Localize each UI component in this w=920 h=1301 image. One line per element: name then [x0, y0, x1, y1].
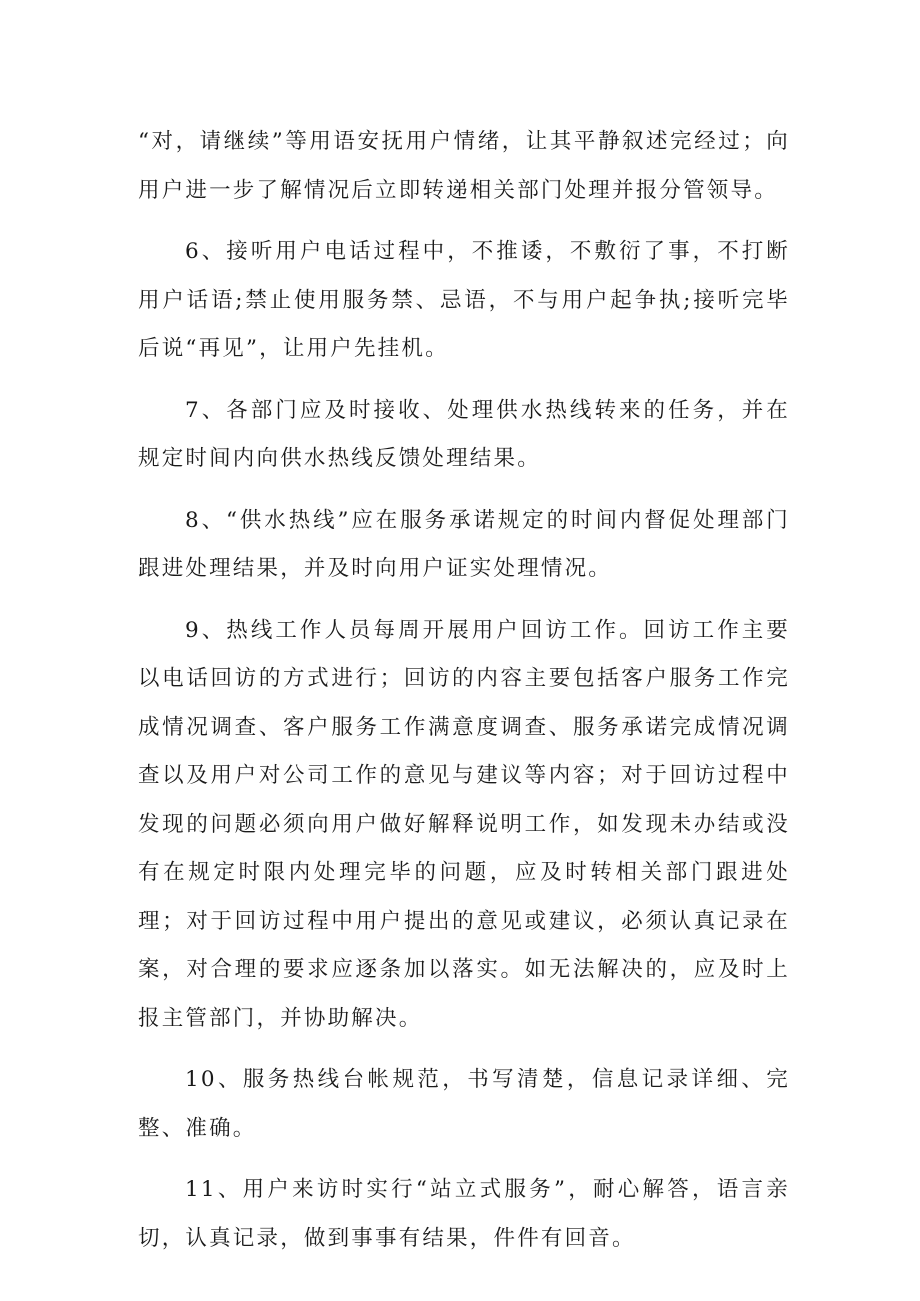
paragraph-item-6: 6、接听用户电话过程中，不推诿，不敷衍了事，不打断用户话语;禁止使用服务禁、忌语，不与用户起争执;接听完毕后说“再见”，让用户先挂机。: [138, 239, 790, 361]
document-body: [138, 118, 790, 1276]
paragraph-continuation: “对，请继续”等用语安抚用户情绪，让其平静叙述完经过；向用户进一步了解情况后立即转递相关部门处理并报分管领导。: [138, 129, 790, 203]
paragraph-item-9: 9、热线工作人员每周开展用户回访工作。回访工作主要以电话回访的方式进行；回访的内容主要包括客户服务工作完成情况调查、客户服务工作满意度调查、服务承诺完成情况调查以及用户对公司工作的意见与建议等内容；对于回访过程中发现的问题必须向用户做好解释说明工作，如发现未办结或没有在规定时限内处理完毕的问题，应及时转相关部门跟进处理；对于回访过程中用户提出的意见或建议，必须认真记录在案，对合理的要求应逐条加以落实。如无法解决的，应及时上报主管部门，并协助解决。: [138, 617, 790, 1031]
paragraph-item-11: 11、用户来访时实行“站立式服务”，耐心解答，语言亲切，认真记录，做到事事有结果，件件有回音。: [138, 1177, 790, 1251]
paragraph-item-7: 7、各部门应及时接收、处理供水热线转来的任务，并在规定时间内向供水热线反馈处理结果。: [138, 397, 790, 471]
paragraph-item-10: 10、服务热线台帐规范，书写清楚，信息记录详细、完整、准确。: [138, 1067, 790, 1141]
paragraph-item-8: 8、“供水热线”应在服务承诺规定的时间内督促处理部门跟进处理结果，并及时向用户证实处理情况。: [138, 507, 790, 581]
